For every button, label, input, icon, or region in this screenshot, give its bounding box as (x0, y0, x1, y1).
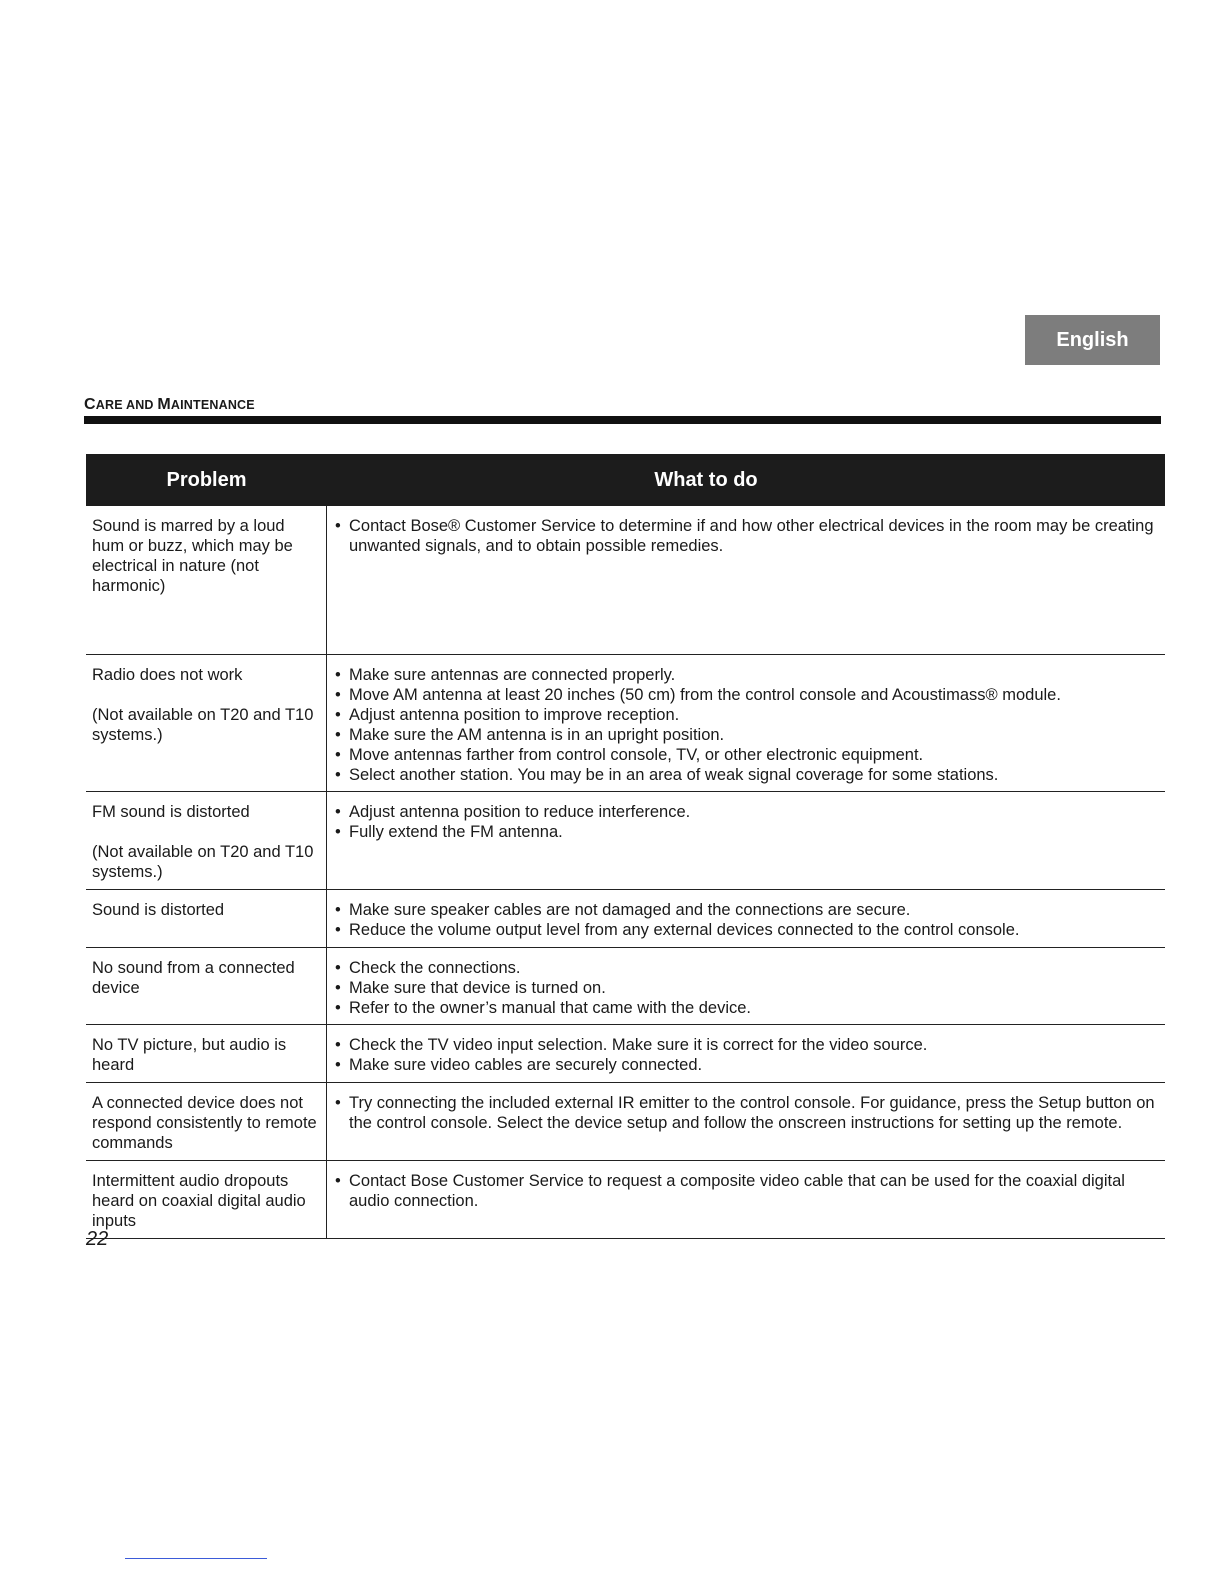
table-row (86, 655, 1165, 792)
list-item: • Select another station. You may be in an area of weak signal coverage for some stations. (335, 765, 1159, 785)
list-item: • Adjust antenna position to improve reception. (335, 705, 1159, 725)
troubleshooting-table (86, 454, 1165, 1239)
table-header (86, 454, 1165, 506)
list-item: • Move antennas farther from control console, TV, or other electronic equipment. (335, 745, 1159, 765)
solution-cell (327, 506, 1165, 654)
list-item: • Reduce the volume output level from any external devices connected to the control console. (335, 920, 1159, 940)
solution-cell (327, 1025, 1165, 1082)
table-row (86, 792, 1165, 890)
list-item: • Make sure the AM antenna is in an upright position. (335, 725, 1159, 745)
list-item: • Adjust antenna position to reduce interference. (335, 802, 1159, 822)
problem-cell: No TV picture, but audio is heard (86, 1025, 327, 1082)
problem-cell: Radio does not work (Not available on T20 and T10 systems.) (86, 655, 327, 791)
table-row (86, 1025, 1165, 1083)
solution-cell (327, 655, 1165, 791)
list-item: • Make sure antennas are connected properly. (335, 665, 1159, 685)
problem-cell: A connected device does not respond consistently to remote commands (86, 1083, 327, 1160)
list-item: • Move AM antenna at least 20 inches (50 cm) from the control console and Acoustimass® module. (335, 685, 1159, 705)
footer-line (125, 1558, 267, 1559)
problem-cell: Sound is distorted (86, 890, 327, 947)
problem-cell: Sound is marred by a loud hum or buzz, which may be electrical in nature (not harmonic) (86, 506, 327, 654)
header-problem: Problem (166, 468, 247, 491)
list-item: • Make sure that device is turned on. (335, 978, 1159, 998)
list-item: • Check the connections. (335, 958, 1159, 978)
list-item: • Try connecting the included external IR emitter to the control console. For guidance, press the Setup button on the control console. Select the device setup and follow the onscreen instructions for setting up the remote. (335, 1093, 1159, 1133)
list-item: • Make sure video cables are securely connected. (335, 1055, 1159, 1075)
solution-cell (327, 792, 1165, 889)
list-item: • Check the TV video input selection. Make sure it is correct for the video source. (335, 1035, 1159, 1055)
header-what-to-do: What to do (654, 468, 758, 491)
table-row (86, 890, 1165, 948)
table-row (86, 506, 1165, 655)
problem-cell: No sound from a connected device (86, 948, 327, 1024)
table-row (86, 1161, 1165, 1239)
problem-cell: FM sound is distorted (Not available on T20 and T10 systems.) (86, 792, 327, 889)
list-item: • Refer to the owner’s manual that came with the device. (335, 998, 1159, 1018)
list-item: • Contact Bose® Customer Service to determine if and how other electrical devices in the room may be creating unwanted signals, and to obtain possible remedies. (335, 516, 1159, 556)
list-item: • Contact Bose Customer Service to request a composite video cable that can be used for the coaxial digital audio connection. (335, 1171, 1159, 1211)
language-tab: English (1025, 315, 1160, 365)
solution-cell (327, 1083, 1165, 1160)
solution-cell (327, 890, 1165, 947)
section-title: CARE AND MAINTENANCE (84, 396, 255, 413)
solution-cell (327, 948, 1165, 1024)
page-number: 22 (86, 1228, 109, 1250)
list-item: • Fully extend the FM antenna. (335, 822, 1159, 842)
table-row (86, 1083, 1165, 1161)
solution-cell (327, 1161, 1165, 1238)
problem-cell: Intermittent audio dropouts heard on coaxial digital audio inputs (86, 1161, 327, 1238)
list-item: • Make sure speaker cables are not damaged and the connections are secure. (335, 900, 1159, 920)
table-row (86, 948, 1165, 1025)
section-rule (84, 416, 1161, 424)
